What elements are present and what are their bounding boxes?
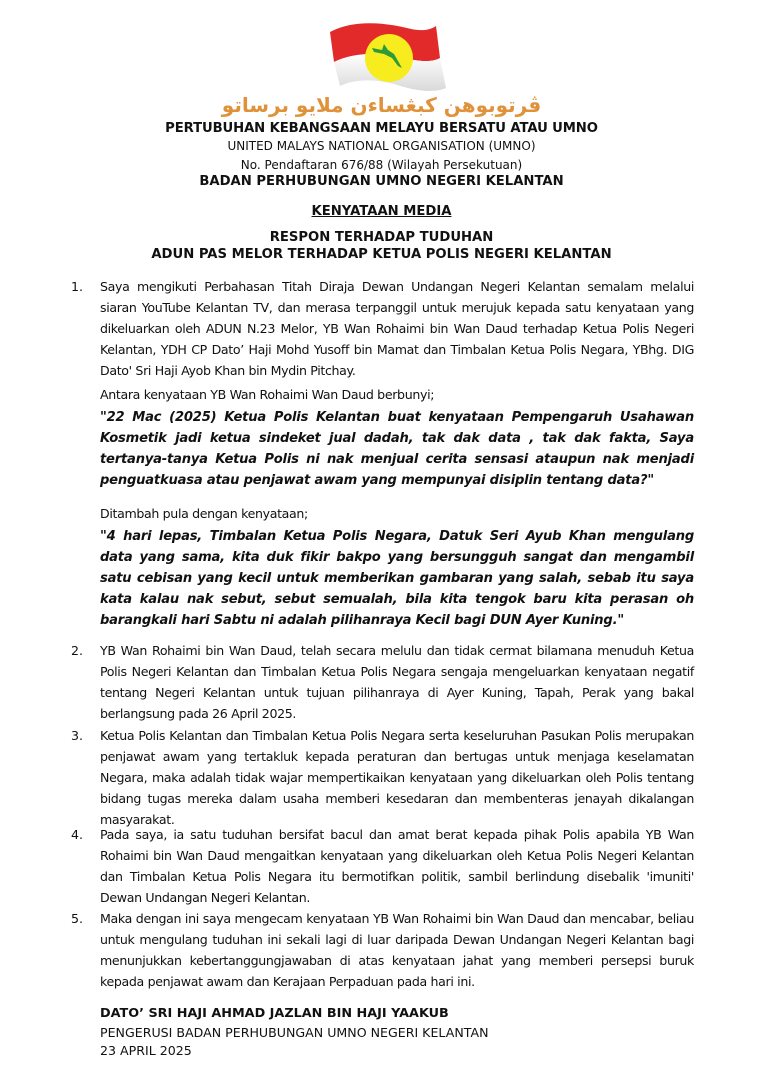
paragraph-4-text: Pada saya, ia satu tuduhan bersifat bacul dan amat berat kepada pihak Polis apabila YB Wan Rohaimi bin Wan Daud mengaitkan kenyataan yang dikeluarkan oleh Ketua Polis Negeri Kelantan dan Timbalan Ketua Polis Negara itu bermotifkan politik, sambil berlindung disebalik 'imuniti' Dewan Undangan Negeri Kelantan. <box>100 827 694 905</box>
quote-1: "22 Mac (2025) Ketua Polis Kelantan buat kenyataan Pempengaruh Usahawan Kosmetik jadi ketua sindeket jual dadah, tak dak data , tak dak fakta, Saya tertanya-tanya Ketua Polis ni nak menjual cerita sensasi ataupun nak menjadi penguatkuasa atau penjawat awam yang mempunyai disiplin tentang data?" <box>100 410 694 488</box>
registration-number: No. Pendaftaran 676/88 (Wilayah Persekutuan) <box>240 158 523 172</box>
paragraph-number: 3. <box>71 728 84 743</box>
paragraph-2-text: YB Wan Rohaimi bin Wan Daud, telah secara melulu dan tidak cermat bilamana menuduh Ketua Polis Negeri Kelantan dan Timbalan Ketua Polis Negara sengaja mengeluarkan kenyataan negatif tentang Negeri Kelantan untuk tujuan pilihanraya di Ayer Kuning, Tapah, Perak yang bakal berlangsung pada 26 April 2025. <box>100 643 694 721</box>
org-name: PERTUBUHAN KEBANGSAAN MELAYU BERSATU ATAU UMNO <box>165 121 598 136</box>
umno-flag-logo-icon <box>312 14 452 94</box>
jawi-org-name: ڤرتوبوهن كبڠساءن ملايو برساتو <box>221 93 542 117</box>
division-name: BADAN PERHUBUNGAN UMNO NEGERI KELANTAN <box>199 174 564 189</box>
paragraph-number: 5. <box>71 911 84 926</box>
paragraph-1-text: Saya mengikuti Perbahasan Titah Diraja Dewan Undangan Negeri Kelantan semalam melalui siaran YouTube Kelantan TV, dan merasa terpanggil untuk merujuk kepada satu kenyataan yang dikeluarkan oleh ADUN N.23 Melor, YB Wan Rohaimi bin Wan Daud terhadap Ketua Polis Negeri Kelantan, YDH CP Dato’ Haji Mohd Yusoff bin Mamat dan Timbalan Ketua Polis Negara, YBhg. DIG Dato' Sri Haji Ayob Khan bin Mydin Pitchay. <box>100 279 694 378</box>
signatory-title: PENGERUSI BADAN PERHUBUNGAN UMNO NEGERI KELANTAN <box>100 1025 489 1040</box>
document-type-label <box>0 204 763 219</box>
statement-date: 23 APRIL 2025 <box>100 1043 192 1058</box>
document-title-line1: RESPON TERHADAP TUDUHAN <box>269 230 494 245</box>
paragraph-number: 1. <box>71 279 84 294</box>
paragraph-5-text: Maka dengan ini saya mengecam kenyataan YB Wan Rohaimi bin Wan Daud dan mencabar, beliau untuk mengulang tuduhan ini sekali lagi di luar daripada Dewan Undangan Negeri Kelantan bagi menunjukkan kebertanggungjawaban di atas kenyataan jahat yang memberi persepsi buruk kepada penjawat awam dan Kerajaan Perpaduan pada hari ini. <box>100 911 694 989</box>
paragraph-number: 2. <box>71 643 84 658</box>
org-name-english: UNITED MALAYS NATIONAL ORGANISATION (UMNO) <box>227 139 536 153</box>
paragraph-3-text: Ketua Polis Kelantan dan Timbalan Ketua Polis Negara serta keseluruhan Pasukan Polis merupakan penjawat awam yang tertakluk kepada peraturan dan bertugas untuk menjaga keselamatan Negara, maka adalah tidak wajar mempertikaikan kenyataan yang dikeluarkan oleh Polis tentang bidang tugas mereka dalam usaha memberi kesedaran dan membenteras jenayah dikalangan masyarakat. <box>100 728 694 827</box>
quote-2: "4 hari lepas, Timbalan Ketua Polis Negara, Datuk Seri Ayub Khan mengulang data yang sama, kita duk fikir bakpo yang bersungguh sangat dan mengambil satu cebisan yang kecil untuk memberikan gambaran yang salah, sebab itu saya kata kalau nak sebut, sebut semualah, bila kita tengok baru kita perasan oh barangkali hari Sabtu ni adalah pilihanraya Kecil bagi DUN Ayer Kuning." <box>100 529 694 628</box>
quote-intro-1: Antara kenyataan YB Wan Rohaimi Wan Daud berbunyi; <box>100 387 435 402</box>
paragraph-number: 4. <box>71 827 84 842</box>
signatory-name: DATO’ SRI HAJI AHMAD JAZLAN BIN HAJI YAAKUB <box>100 1006 449 1021</box>
quote-intro-2: Ditambah pula dengan kenyataan; <box>100 506 308 521</box>
document-type-text: KENYATAAN MEDIA <box>311 204 452 219</box>
document-title-line2: ADUN PAS MELOR TERHADAP KETUA POLIS NEGERI KELANTAN <box>151 247 612 262</box>
